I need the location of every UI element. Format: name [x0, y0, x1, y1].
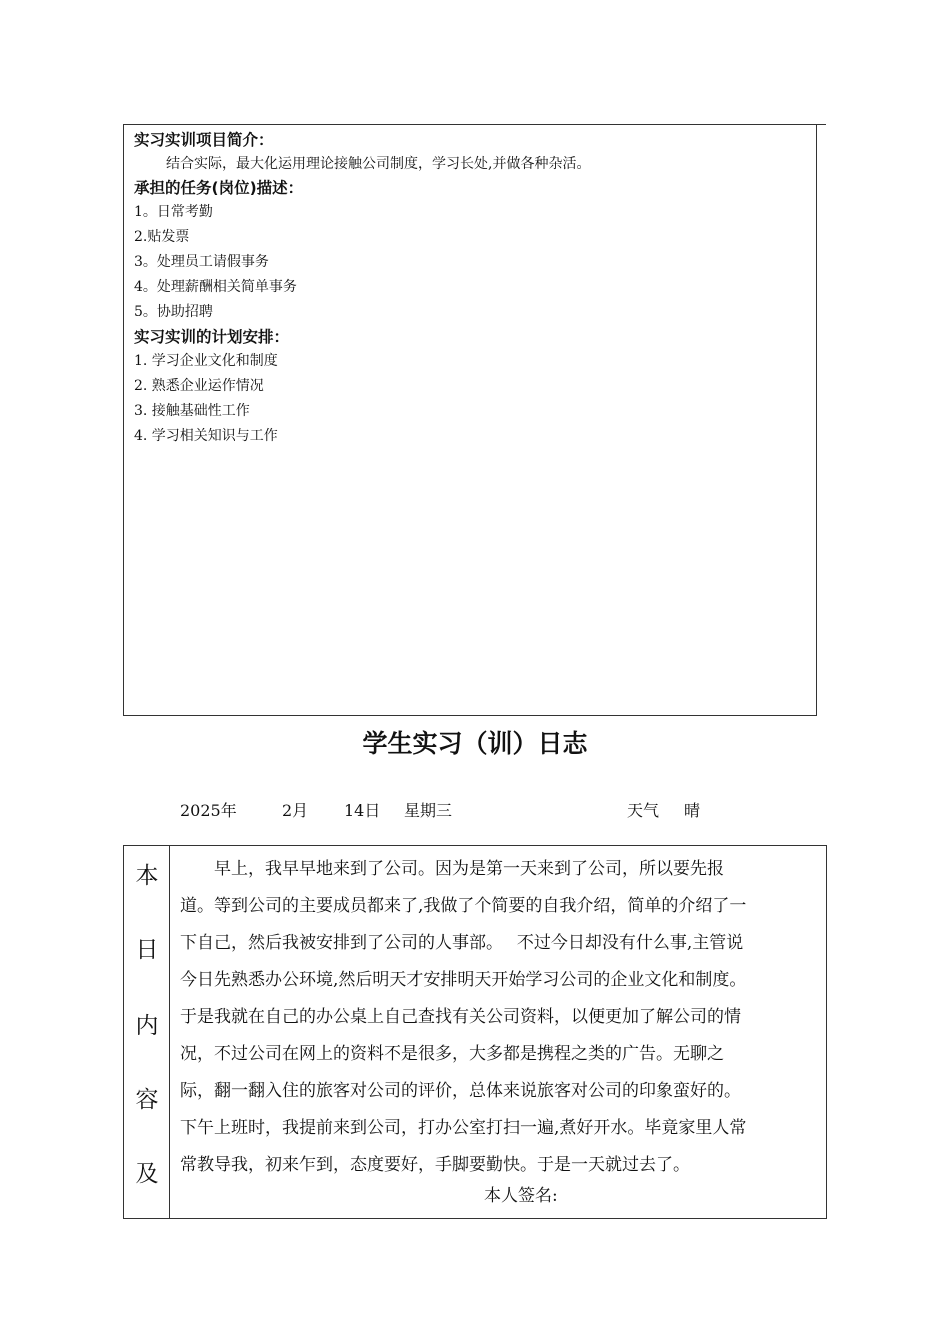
date-year: 2025年 — [180, 801, 237, 820]
journal-line: 道。等到公司的主要成员都来了,我做了个简要的自我介绍，简单的介绍了一 — [180, 896, 747, 916]
task-item: 1。日常考勤 — [134, 204, 213, 220]
date-month: 2月 — [282, 801, 309, 820]
project-summary-box — [123, 124, 817, 716]
task-item: 5。协助招聘 — [134, 304, 213, 320]
plan-item: 4. 学习相关知识与工作 — [134, 428, 278, 444]
side-label-char: 容 — [135, 1087, 159, 1113]
task-item: 4。处理薪酬相关简单事务 — [134, 279, 297, 295]
journal-line: 际，翻一翻入住的旅客对公司的评价，总体来说旅客对公司的印象蛮好的。 — [180, 1081, 741, 1101]
journal-line: 常教导我，初来乍到，态度要好，手脚要勤快。于是一天就过去了。 — [180, 1155, 690, 1175]
tasks-heading: 承担的任务(岗位)描述： — [134, 179, 304, 197]
journal-line: 下午上班时，我提前来到公司，打办公室打扫一遍,煮好开水。毕竟家里人常 — [180, 1118, 747, 1138]
task-item: 3。处理员工请假事务 — [134, 254, 269, 270]
side-label-char: 日 — [135, 937, 159, 963]
intro-text: 结合实际，最大化运用理论接触公司制度，学习长处,并做各种杂活。 — [166, 156, 591, 172]
daily-log-table — [123, 845, 827, 1219]
side-label-char: 本 — [135, 863, 159, 889]
plan-item: 2. 熟悉企业运作情况 — [134, 378, 264, 394]
date-weekday: 星期三 — [404, 801, 453, 820]
task-item: 2.贴发票 — [134, 229, 190, 245]
journal-line: 今日先熟悉办公环境,然后明天才安排明天开始学习公司的企业文化和制度。 — [180, 970, 747, 990]
journal-line: 于是我就在自己的办公桌上自己查找有关公司资料，以便更加了解公司的情 — [180, 1007, 741, 1027]
side-label-char: 及 — [135, 1161, 159, 1187]
journal-line: 况，不过公司在网上的资料不是很多，大多都是携程之类的广告。无聊之 — [180, 1044, 724, 1064]
journal-line: 下自己，然后我被安排到了公司的人事部。 不过今日却没有什么事,主管说 — [180, 933, 744, 953]
weather-value: 晴 — [684, 801, 701, 820]
journal-line: 早上，我早早地来到了公司。因为是第一天来到了公司，所以要先报 — [214, 859, 724, 879]
signature-label: 本人签名: — [484, 1186, 558, 1206]
intro-heading: 实习实训项目简介： — [134, 131, 274, 149]
journal-content — [180, 851, 820, 1184]
weather-label: 天气 — [627, 801, 660, 820]
log-title: 学生实习（训）日志 — [362, 729, 588, 758]
date-day: 14日 — [344, 801, 381, 820]
plan-heading: 实习实训的计划安排： — [134, 328, 290, 346]
table-border-tick — [817, 124, 826, 125]
side-label-char: 内 — [135, 1013, 159, 1039]
plan-item: 1. 学习企业文化和制度 — [134, 353, 278, 369]
plan-item: 3. 接触基础性工作 — [134, 403, 250, 419]
